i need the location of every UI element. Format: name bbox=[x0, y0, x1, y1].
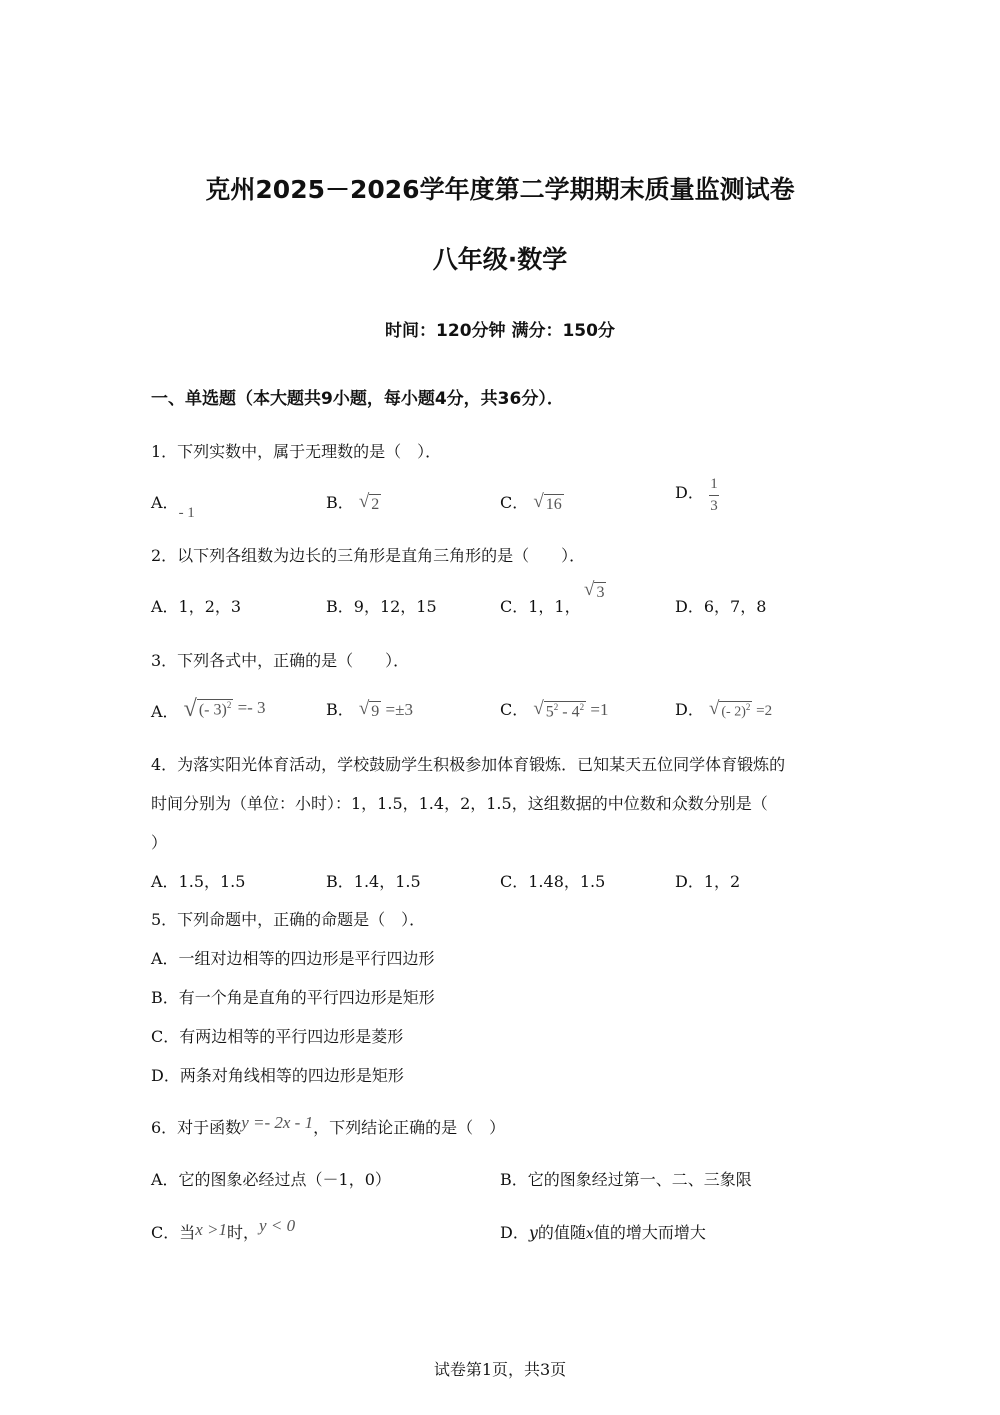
q2-option-c-root bbox=[584, 580, 606, 602]
sqrt-symbol: √ 9 bbox=[358, 698, 380, 721]
section-heading: 一、单选题（本大题共9小题，每小题4分，共36分）． bbox=[151, 389, 564, 409]
q3-option-b: B． √ 9 =±3 bbox=[326, 698, 413, 721]
q3-option-a: A． √ (- 3)$^2$ =- 3 bbox=[151, 695, 266, 722]
q4-option-d: D．1，2 bbox=[675, 872, 741, 891]
q2-option-d: D．6，7，8 bbox=[675, 597, 767, 616]
page-footer: 试卷第1页，共3页 bbox=[433, 1360, 567, 1379]
question-6-stem: 6．对于函数y =- 2x - 1，下列结论正确的是（ ） bbox=[151, 1113, 506, 1137]
exam-subtitle: 八年级·数学 bbox=[432, 245, 568, 274]
q5-option-d: D．两条对角线相等的四边形是矩形 bbox=[151, 1066, 404, 1085]
sqrt-symbol: √ 16 bbox=[533, 491, 562, 514]
q3-option-d: D． √ (- 2)$^2$ =2 bbox=[675, 698, 773, 720]
sqrt-symbol: √ $5^2 - 4^2$ bbox=[533, 698, 585, 721]
q6-option-b: B．它的图象经过第一、二、三象限 bbox=[500, 1170, 752, 1189]
question-2-stem: 2．以下列各组数为边长的三角形是直角三角形的是（ ）． bbox=[151, 546, 586, 565]
question-5-stem: 5．下列命题中，正确的命题是（ ）． bbox=[151, 910, 426, 929]
sqrt-symbol: √ 3 bbox=[584, 579, 605, 601]
q5-option-b: B．有一个角是直角的平行四边形是矩形 bbox=[151, 988, 435, 1007]
q1-option-c: C． √ 16 bbox=[500, 491, 562, 514]
sqrt-symbol: √ (- 2)$^2$ bbox=[708, 698, 751, 720]
question-4-line1: 4．为落实阳光体育活动，学校鼓励学生积极参加体育锻炼．已知某天五位同学体育锻炼的 bbox=[151, 755, 786, 774]
q2-option-c: C．1，1， bbox=[500, 597, 581, 616]
q6-option-a: A．它的图象必经过点（－1，0） bbox=[151, 1170, 391, 1189]
question-1-stem: 1．下列实数中，属于无理数的是（ ）． bbox=[151, 442, 442, 461]
sqrt-symbol: √ (- 3)$^2$ bbox=[183, 695, 232, 722]
q2-option-a: A．1，2，3 bbox=[151, 597, 242, 616]
fraction: $\frac{1}{3}$ bbox=[710, 476, 718, 514]
question-4-line2: 时间分别为（单位：小时）：1，1.5，1.4，2，1.5，这组数据的中位数和众数分别是（ bbox=[151, 794, 768, 813]
question-4-line3: ） bbox=[151, 833, 168, 852]
q6-option-d: D．y的值随x值的增大而增大 bbox=[500, 1223, 706, 1242]
q6-option-c: C．当x >1时，y < 0 bbox=[151, 1216, 296, 1242]
exam-info: 时间：120分钟 满分：150分 bbox=[385, 321, 615, 341]
q4-option-b: B．1.4，1.5 bbox=[326, 872, 421, 891]
q3-option-c: C． √ $5^2 - 4^2$ =1 bbox=[500, 698, 609, 721]
q1-option-b: B． √ 2 bbox=[326, 491, 380, 514]
q5-option-a: A．一组对边相等的四边形是平行四边形 bbox=[151, 949, 435, 968]
q4-option-a: A．1.5，1.5 bbox=[151, 872, 246, 891]
q1-option-a: A．- 1 bbox=[151, 493, 195, 521]
question-3-stem: 3．下列各式中，正确的是（ ）． bbox=[151, 651, 410, 670]
q1-option-d: D． $\frac{1}{3}$ bbox=[675, 476, 718, 514]
q5-option-c: C．有两边相等的平行四边形是菱形 bbox=[151, 1027, 404, 1046]
exam-title: 克州2025－2026学年度第二学期期末质量监测试卷 bbox=[205, 175, 795, 204]
q4-option-c: C．1.48，1.5 bbox=[500, 872, 606, 891]
sqrt-symbol: √ 2 bbox=[358, 491, 380, 514]
q2-option-b: B．9，12，15 bbox=[326, 597, 437, 616]
